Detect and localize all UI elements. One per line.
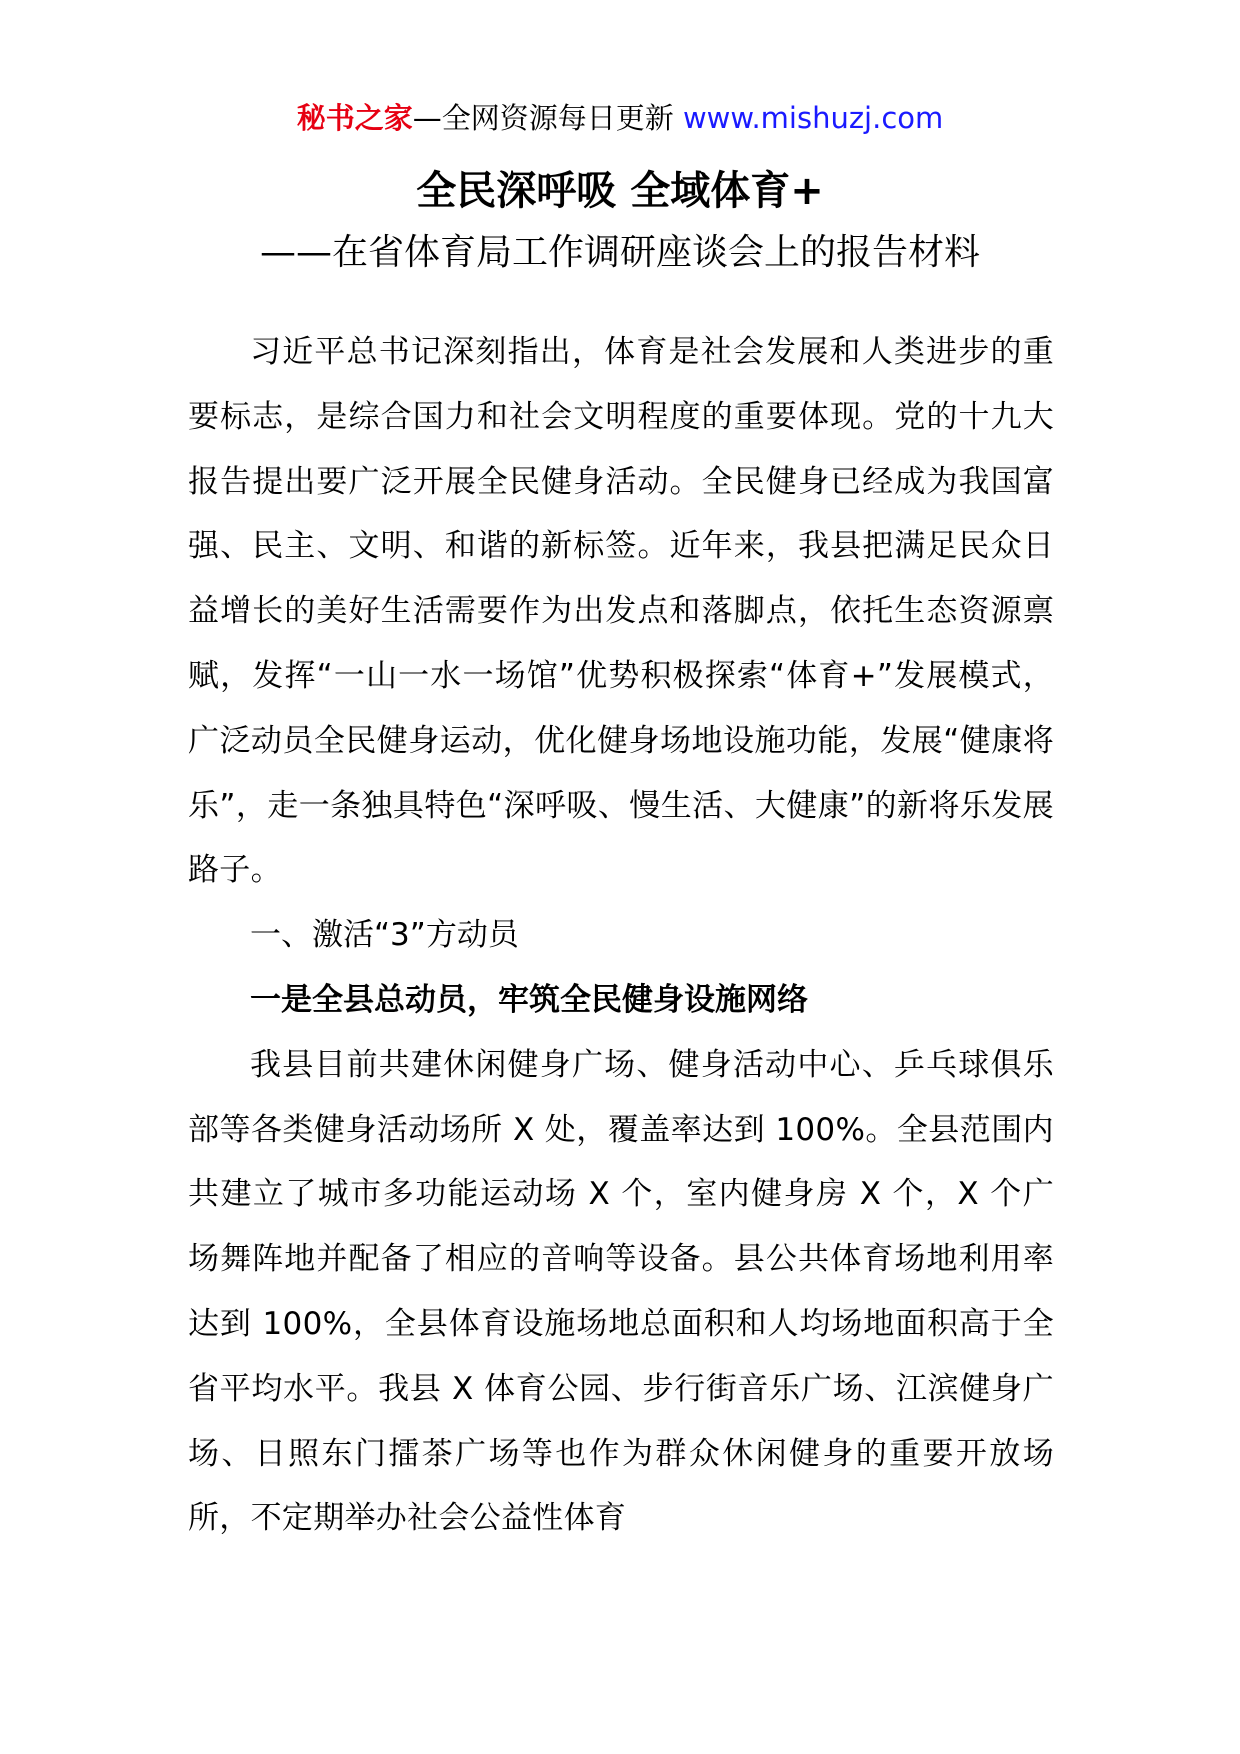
section-heading: 一、激活“3”方动员: [250, 917, 519, 954]
site-url-link[interactable]: www.mishuzj.com: [682, 101, 944, 135]
site-brand: 秘书之家: [296, 101, 413, 135]
site-banner: [0, 98, 1240, 138]
document-title: 全民深呼吸 全域体育+: [416, 168, 824, 214]
sub-heading: 一是全县总动员，牢筑全民健身设施网络: [250, 981, 808, 1018]
body-paragraph: 我县目前共建休闲健身广场、健身活动中心、乒乓球俱乐部等各类健身活动场所 X 处，覆盖率达到 100%。全县范围内共建立了城市多功能运动场 X 个，室内健身房 X 个，X 个广场舞阵地并配备了相应的音响等设备。县公共体育场地利用率达到 100%，全县体育设施场地总面积和人均场地面积高于全省平均水平。我县 X 体育公园、步行街音乐广场、江滨健身广场、日照东门擂茶广场等也作为群众休闲健身的重要开放场所，不定期举办社会公益性体育: [188, 1046, 1054, 1537]
document-subtitle: ——在省体育局工作调研座谈会上的报告材料: [259, 232, 980, 273]
intro-paragraph: 习近平总书记深刻指出，体育是社会发展和人类进步的重要标志，是综合国力和社会文明程度的重要体现。党的十九大报告提出要广泛开展全民健身活动。全民健身已经成为我国富强、民主、文明、和谐的新标签。近年来，我县把满足民众日益增长的美好生活需要作为出发点和落脚点，依托生态资源禀赋，发挥“一山一水一场馆”优势积极探索“体育+”发展模式，广泛动员全民健身运动，优化健身场地设施功能，发展“健康将乐”，走一条独具特色“深呼吸、慢生活、大健康”的新将乐发展路子。: [188, 334, 1054, 889]
document-body: [188, 320, 1054, 1551]
site-tagline: —全网资源每日更新: [412, 101, 683, 135]
